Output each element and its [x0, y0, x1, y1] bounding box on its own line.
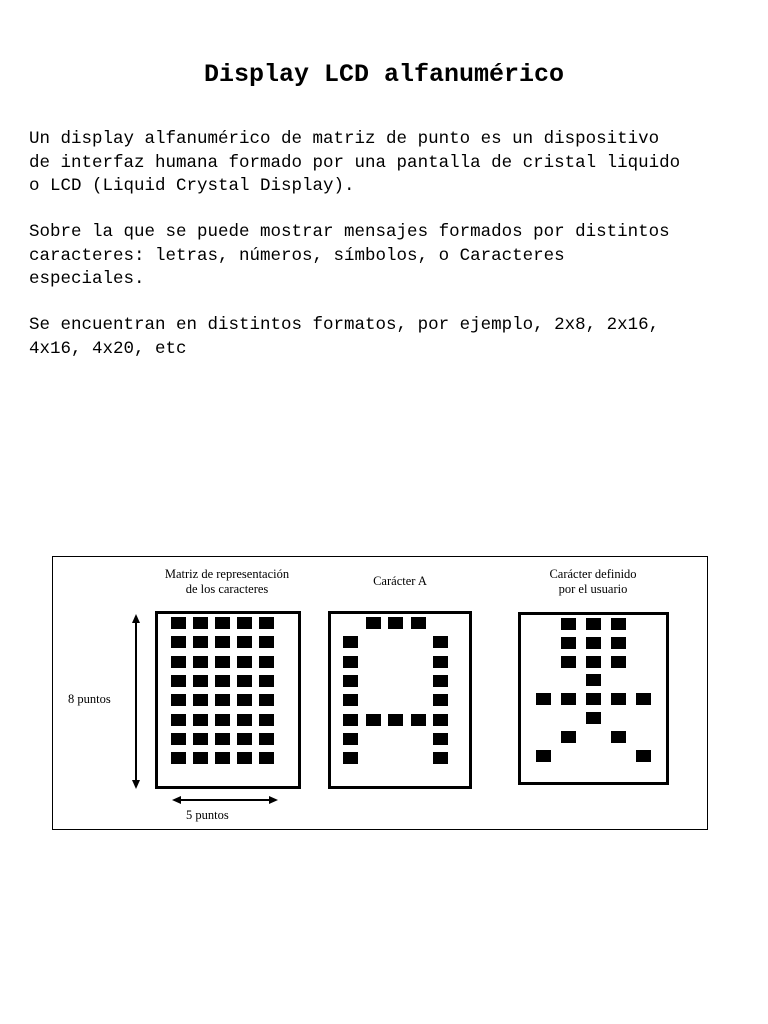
- matrix-dot: [193, 694, 208, 706]
- matrix-dot: [215, 694, 230, 706]
- rows-dimension-line: [135, 621, 137, 783]
- matrix-dot: [171, 656, 186, 668]
- char-a-dot: [433, 636, 448, 648]
- matrix-dot: [259, 675, 274, 687]
- char-a-dot: [343, 656, 358, 668]
- matrix-dot: [237, 733, 252, 745]
- matrix-dot: [259, 733, 274, 745]
- matrix-dot: [237, 694, 252, 706]
- caption-custom: Carácter definido por el usuario: [549, 567, 637, 596]
- char-a-dot: [343, 752, 358, 764]
- custom-char-dot: [561, 656, 576, 668]
- custom-char-dot: [586, 637, 601, 649]
- matrix-dot: [215, 656, 230, 668]
- custom-char-dot: [561, 637, 576, 649]
- cols-label: 5 puntos: [186, 808, 229, 822]
- matrix-dot: [171, 752, 186, 764]
- matrix-dot: [193, 636, 208, 648]
- char-a-dot: [343, 636, 358, 648]
- matrix-dot: [193, 733, 208, 745]
- char-a-cell: [328, 611, 472, 789]
- custom-char-dot: [586, 618, 601, 630]
- custom-char-dot: [636, 750, 651, 762]
- custom-char-dot: [611, 637, 626, 649]
- char-a-dot: [366, 617, 381, 629]
- arrow-left-icon: [172, 796, 181, 804]
- char-a-dot: [433, 752, 448, 764]
- paragraph-formats: Se encuentran en distintos formatos, por ejemplo, 2x8, 2x16, 4x16, 4x20, etc: [29, 315, 660, 359]
- matrix-dot: [259, 617, 274, 629]
- matrix-dot: [193, 714, 208, 726]
- matrix-dot: [193, 617, 208, 629]
- matrix-dot: [259, 714, 274, 726]
- cols-dimension-line: [179, 799, 271, 801]
- custom-char-dot: [561, 693, 576, 705]
- custom-char-dot: [586, 656, 601, 668]
- lcd-figure: [52, 556, 708, 830]
- char-a-dot: [411, 617, 426, 629]
- matrix-dot: [193, 656, 208, 668]
- matrix-dot: [171, 675, 186, 687]
- matrix-dot: [237, 675, 252, 687]
- matrix-dot: [215, 675, 230, 687]
- char-a-dot: [411, 714, 426, 726]
- custom-char-dot: [611, 656, 626, 668]
- char-a-dot: [366, 714, 381, 726]
- custom-char-dot: [561, 618, 576, 630]
- matrix-dot: [259, 752, 274, 764]
- custom-char-cell: [518, 612, 669, 785]
- char-a-dot: [433, 656, 448, 668]
- custom-char-dot: [611, 618, 626, 630]
- matrix-dot: [237, 752, 252, 764]
- caption-matrix: Matriz de representación de los caracteres: [164, 567, 290, 596]
- matrix-dot: [215, 714, 230, 726]
- matrix-cell: [155, 611, 301, 789]
- matrix-dot: [259, 656, 274, 668]
- char-a-dot: [433, 694, 448, 706]
- matrix-dot: [237, 636, 252, 648]
- matrix-dot: [171, 636, 186, 648]
- matrix-dot: [237, 617, 252, 629]
- matrix-dot: [193, 752, 208, 764]
- custom-char-dot: [536, 750, 551, 762]
- custom-char-dot: [586, 674, 601, 686]
- matrix-dot: [215, 636, 230, 648]
- matrix-dot: [193, 675, 208, 687]
- paragraph-characters: Sobre la que se puede mostrar mensajes formados por distintos caracteres: letras, números, símbolos, o Caracteres especiales.: [29, 222, 670, 289]
- char-a-dot: [343, 675, 358, 687]
- matrix-dot: [171, 714, 186, 726]
- page-title: Display LCD alfanumérico: [203, 60, 565, 89]
- matrix-dot: [237, 656, 252, 668]
- char-a-dot: [388, 617, 403, 629]
- matrix-dot: [237, 714, 252, 726]
- matrix-dot: [171, 617, 186, 629]
- caption-char-a: Carácter A: [373, 574, 427, 588]
- custom-char-dot: [611, 693, 626, 705]
- custom-char-dot: [536, 693, 551, 705]
- custom-char-dot: [561, 731, 576, 743]
- rows-label: 8 puntos: [68, 692, 111, 706]
- arrow-right-icon: [269, 796, 278, 804]
- char-a-dot: [433, 733, 448, 745]
- custom-char-dot: [586, 712, 601, 724]
- matrix-dot: [215, 733, 230, 745]
- matrix-dot: [259, 694, 274, 706]
- paragraph-intro: Un display alfanumérico de matriz de punto es un dispositivo de interfaz humana formado por una pantalla de cristal liquido o LCD (Liquid Crystal Display).: [29, 129, 681, 196]
- matrix-dot: [215, 617, 230, 629]
- char-a-dot: [343, 694, 358, 706]
- char-a-dot: [433, 714, 448, 726]
- custom-char-dot: [586, 693, 601, 705]
- custom-char-dot: [611, 731, 626, 743]
- char-a-dot: [433, 675, 448, 687]
- char-a-dot: [343, 733, 358, 745]
- char-a-dot: [343, 714, 358, 726]
- arrow-down-icon: [132, 780, 140, 789]
- custom-char-dot: [636, 693, 651, 705]
- arrow-up-icon: [132, 614, 140, 623]
- matrix-dot: [215, 752, 230, 764]
- matrix-dot: [259, 636, 274, 648]
- matrix-dot: [171, 733, 186, 745]
- char-a-dot: [388, 714, 403, 726]
- matrix-dot: [171, 694, 186, 706]
